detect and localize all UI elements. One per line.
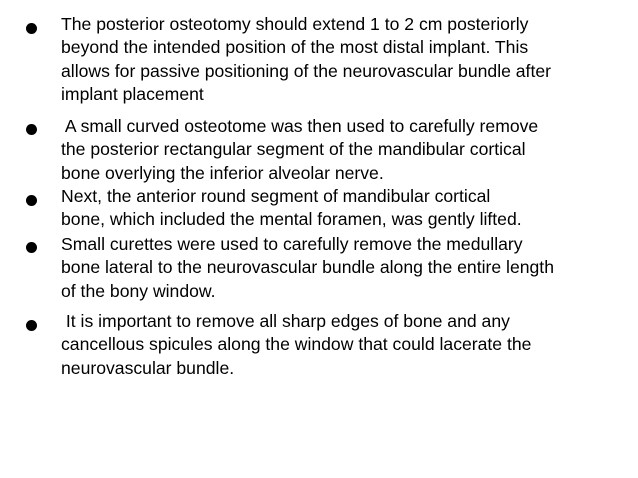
bullet-text-line: Next, the anterior round segment of mandibular cortical [61, 186, 491, 206]
bullet-text-line: cancellous spicules along the window that could lacerate the [61, 334, 532, 355]
bullet-text [61, 310, 621, 380]
bullet-text-line: allows for passive positioning of the neurovascular bundle after [61, 60, 551, 81]
bullet-text-line: the posterior rectangular segment of the mandibular cortical [61, 139, 526, 160]
bullet-text-line: bone overlying the inferior alveolar nerve. [61, 162, 384, 183]
bullet-dot-icon [26, 124, 37, 135]
bullet-text-line: It is important to remove all sharp edges of bone and any [61, 311, 510, 331]
bullet-text-line: A small curved osteotome was then used to carefully remove [61, 116, 539, 136]
bullet-text-line: beyond the intended position of the most distal implant. This [61, 37, 529, 58]
bullet-dot-icon [26, 195, 37, 206]
bullet-text-line: bone lateral to the neurovascular bundle along the entire length [61, 257, 554, 278]
bullet-text-line: The posterior osteotomy should extend 1 to 2 cm posteriorly [61, 14, 529, 34]
bullet-dot-icon [26, 242, 37, 253]
bullet-text [61, 233, 621, 303]
bullet-text-line: of the bony window. [61, 280, 216, 301]
bullet-text [61, 185, 621, 232]
bullet-text-line: neurovascular bundle. [61, 357, 235, 378]
bullet-dot-icon [26, 320, 37, 331]
bullet-dot-icon [26, 23, 37, 34]
bullet-text [61, 13, 621, 107]
bullet-text-line: implant placement [61, 84, 204, 105]
bullet-text [61, 115, 621, 185]
bullet-text-line: bone, which included the mental foramen, was gently lifted. [61, 209, 522, 230]
bullet-text-line: Small curettes were used to carefully remove the medullary [61, 234, 523, 254]
